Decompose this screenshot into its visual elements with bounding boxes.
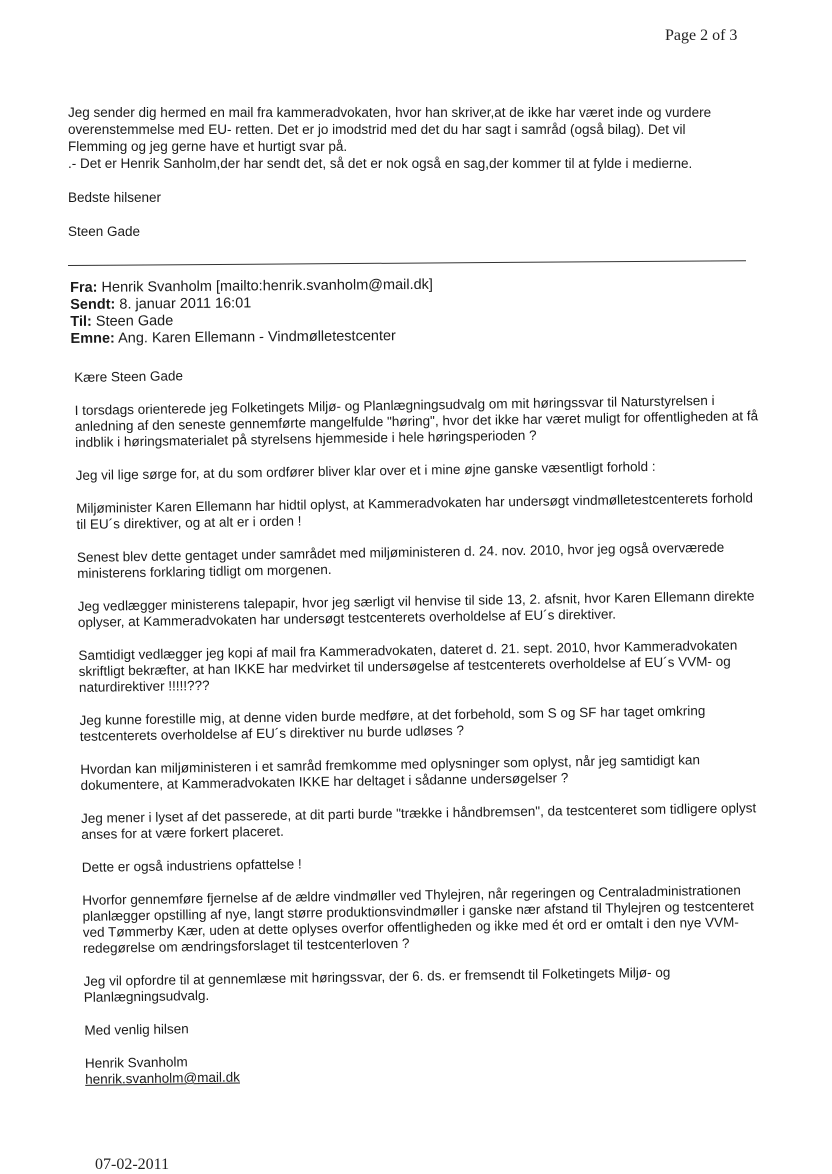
sent-value: 8. januar 2011 16:01: [119, 295, 252, 313]
header-from: [70, 277, 433, 297]
forward-note-line: Flemming og jeg gerne have et hurtigt svar på.: [68, 139, 348, 154]
forward-note: [68, 104, 758, 240]
body-paragraph: I torsdags orienterede jeg Folketingets Miljø- og Planlægningsudvalg om mit høringssvar til Naturstyrelsen i anledning af den seneste gennemførte mangelfulde "høring", hvor det ikke har været muligt for offentligheden at få indblik i høringsmaterialet på styrelsens hjemmeside i hele høringsperioden ?: [74, 392, 759, 450]
closing: Med venlig hilsen: [84, 1021, 189, 1038]
header-subject: [70, 328, 433, 348]
forward-note-line: .- Det er Henrik Sanholm,der har sendt det, så det er nok også en sag,der kommer til at fylde i medierne.: [68, 156, 693, 171]
forward-note-line: overenstemmelse med EU- retten. Det er jo imodstrid med det du har sagt i samråd (også bilag). Det vil: [68, 122, 686, 137]
sender-email-link[interactable]: henrik.svanholm@mail.dk: [85, 1069, 241, 1087]
from-value: Henrik Svanholm [mailto:henrik.svanholm@mail.dk]: [101, 276, 434, 296]
body-paragraph: Miljøminister Karen Ellemann har hidtil oplyst, at Kammeradvokaten har undersøgt vindmølletestcenterets forhold til EU´s direktiver, og at alt er i orden !: [76, 490, 754, 532]
body-paragraph: Samtidigt vedlægger jeg kopi af mail fra Kammeradvokaten, dateret d. 21. sept. 2010, hvor Kammeradvokaten skriftligt bekræfter, at han IKKE har medvirket til undersøgelse af testcenterets overholdelse af EU´s VVM- og naturdirektiver !!!!!???: [78, 637, 738, 695]
forward-note-line: Jeg sender dig hermed en mail fra kammeradvokaten, hvor han skriver,at de ikke har været inde og vurdere: [68, 105, 712, 120]
subject-label: Emne:: [70, 330, 115, 347]
spacer: [68, 172, 758, 189]
email-header: [70, 277, 433, 348]
body-paragraph: Jeg kunne forestille mig, at denne viden burde medføre, at det forbehold, som S og SF har taget omkring testcenterets overholdelse af EU´s direktiver nu burde udløses ?: [79, 703, 706, 744]
to-value: Steen Gade: [95, 313, 174, 330]
footer-date: 07-02-2011: [95, 1156, 170, 1173]
sent-label: Sendt:: [70, 296, 116, 313]
body-paragraph: Jeg mener i lyset af det passerede, at dit parti burde "trække i håndbremsen", da testcenteret som tidligere oplyst anses for at være forkert placeret.: [80, 800, 757, 842]
body-paragraph: Jeg vedlægger ministerens talepapir, hvor jeg særligt vil henvise til side 13, 2. afsnit, hvor Karen Ellemann direkte oplyser, at Kammeradvokaten har undersøgt testcenterets overholdelse af EU´s direktiver.: [77, 588, 755, 630]
from-label: Fra:: [70, 279, 98, 296]
body-paragraph: Jeg vil opfordre til at gennemlæse mit høringssvar, der 6. ds. er fremsendt til Folketingets Miljø- og Planlægningsudvalg.: [83, 964, 671, 1005]
forward-signature: Steen Gade: [68, 224, 141, 239]
body-paragraph: Hvordan kan miljøministeren i et samråd fremkomme med oplysninger som oplyst, når jeg samtidigt kan dokumentere, at Kammeradvokaten IKKE har deltaget i sådanne undersøgelser ?: [80, 752, 701, 793]
spacer: [68, 206, 758, 223]
body-paragraph: Dette er også industriens opfattelse !: [81, 856, 302, 875]
sender-name: Henrik Svanholm: [84, 1054, 188, 1071]
page-number: Page 2 of 3: [665, 27, 738, 44]
email-body: [74, 359, 775, 1088]
body-paragraph: Hvorfor gennemføre fjernelse af de ældre vindmøller ved Thylejren, når regeringen og Centraladministrationen planlægger opstilling af nye, langt større produktionsvindmøller i ganske nær afstand til Thylejren og testcenteret ved Tømmerby Kær, uden at dette oplyses overfor offentligheden og ikke med ét ord er omtalt i den nye VVM-redegørelse om ændringsforslaget til testcenterloven ?: [82, 882, 754, 956]
separator-line: [68, 260, 746, 266]
body-paragraph: Senest blev dette gentaget under samrådet med miljøministeren d. 24. nov. 2010, hvor jeg også overværede ministerens forklaring tidligt om morgenen.: [76, 539, 725, 581]
sender-signature: [85, 1045, 775, 1088]
to-label: Til:: [70, 313, 92, 330]
body-paragraph: Jeg vil lige sørge for, at du som ordfører bliver klar over et i mine øjne ganske væsentligt forhold :: [75, 458, 656, 483]
forward-greeting: Bedste hilsener: [68, 190, 162, 205]
salutation: Kære Steen Gade: [74, 368, 184, 385]
subject-value: Ang. Karen Ellemann - Vindmølletestcenter: [118, 328, 396, 347]
